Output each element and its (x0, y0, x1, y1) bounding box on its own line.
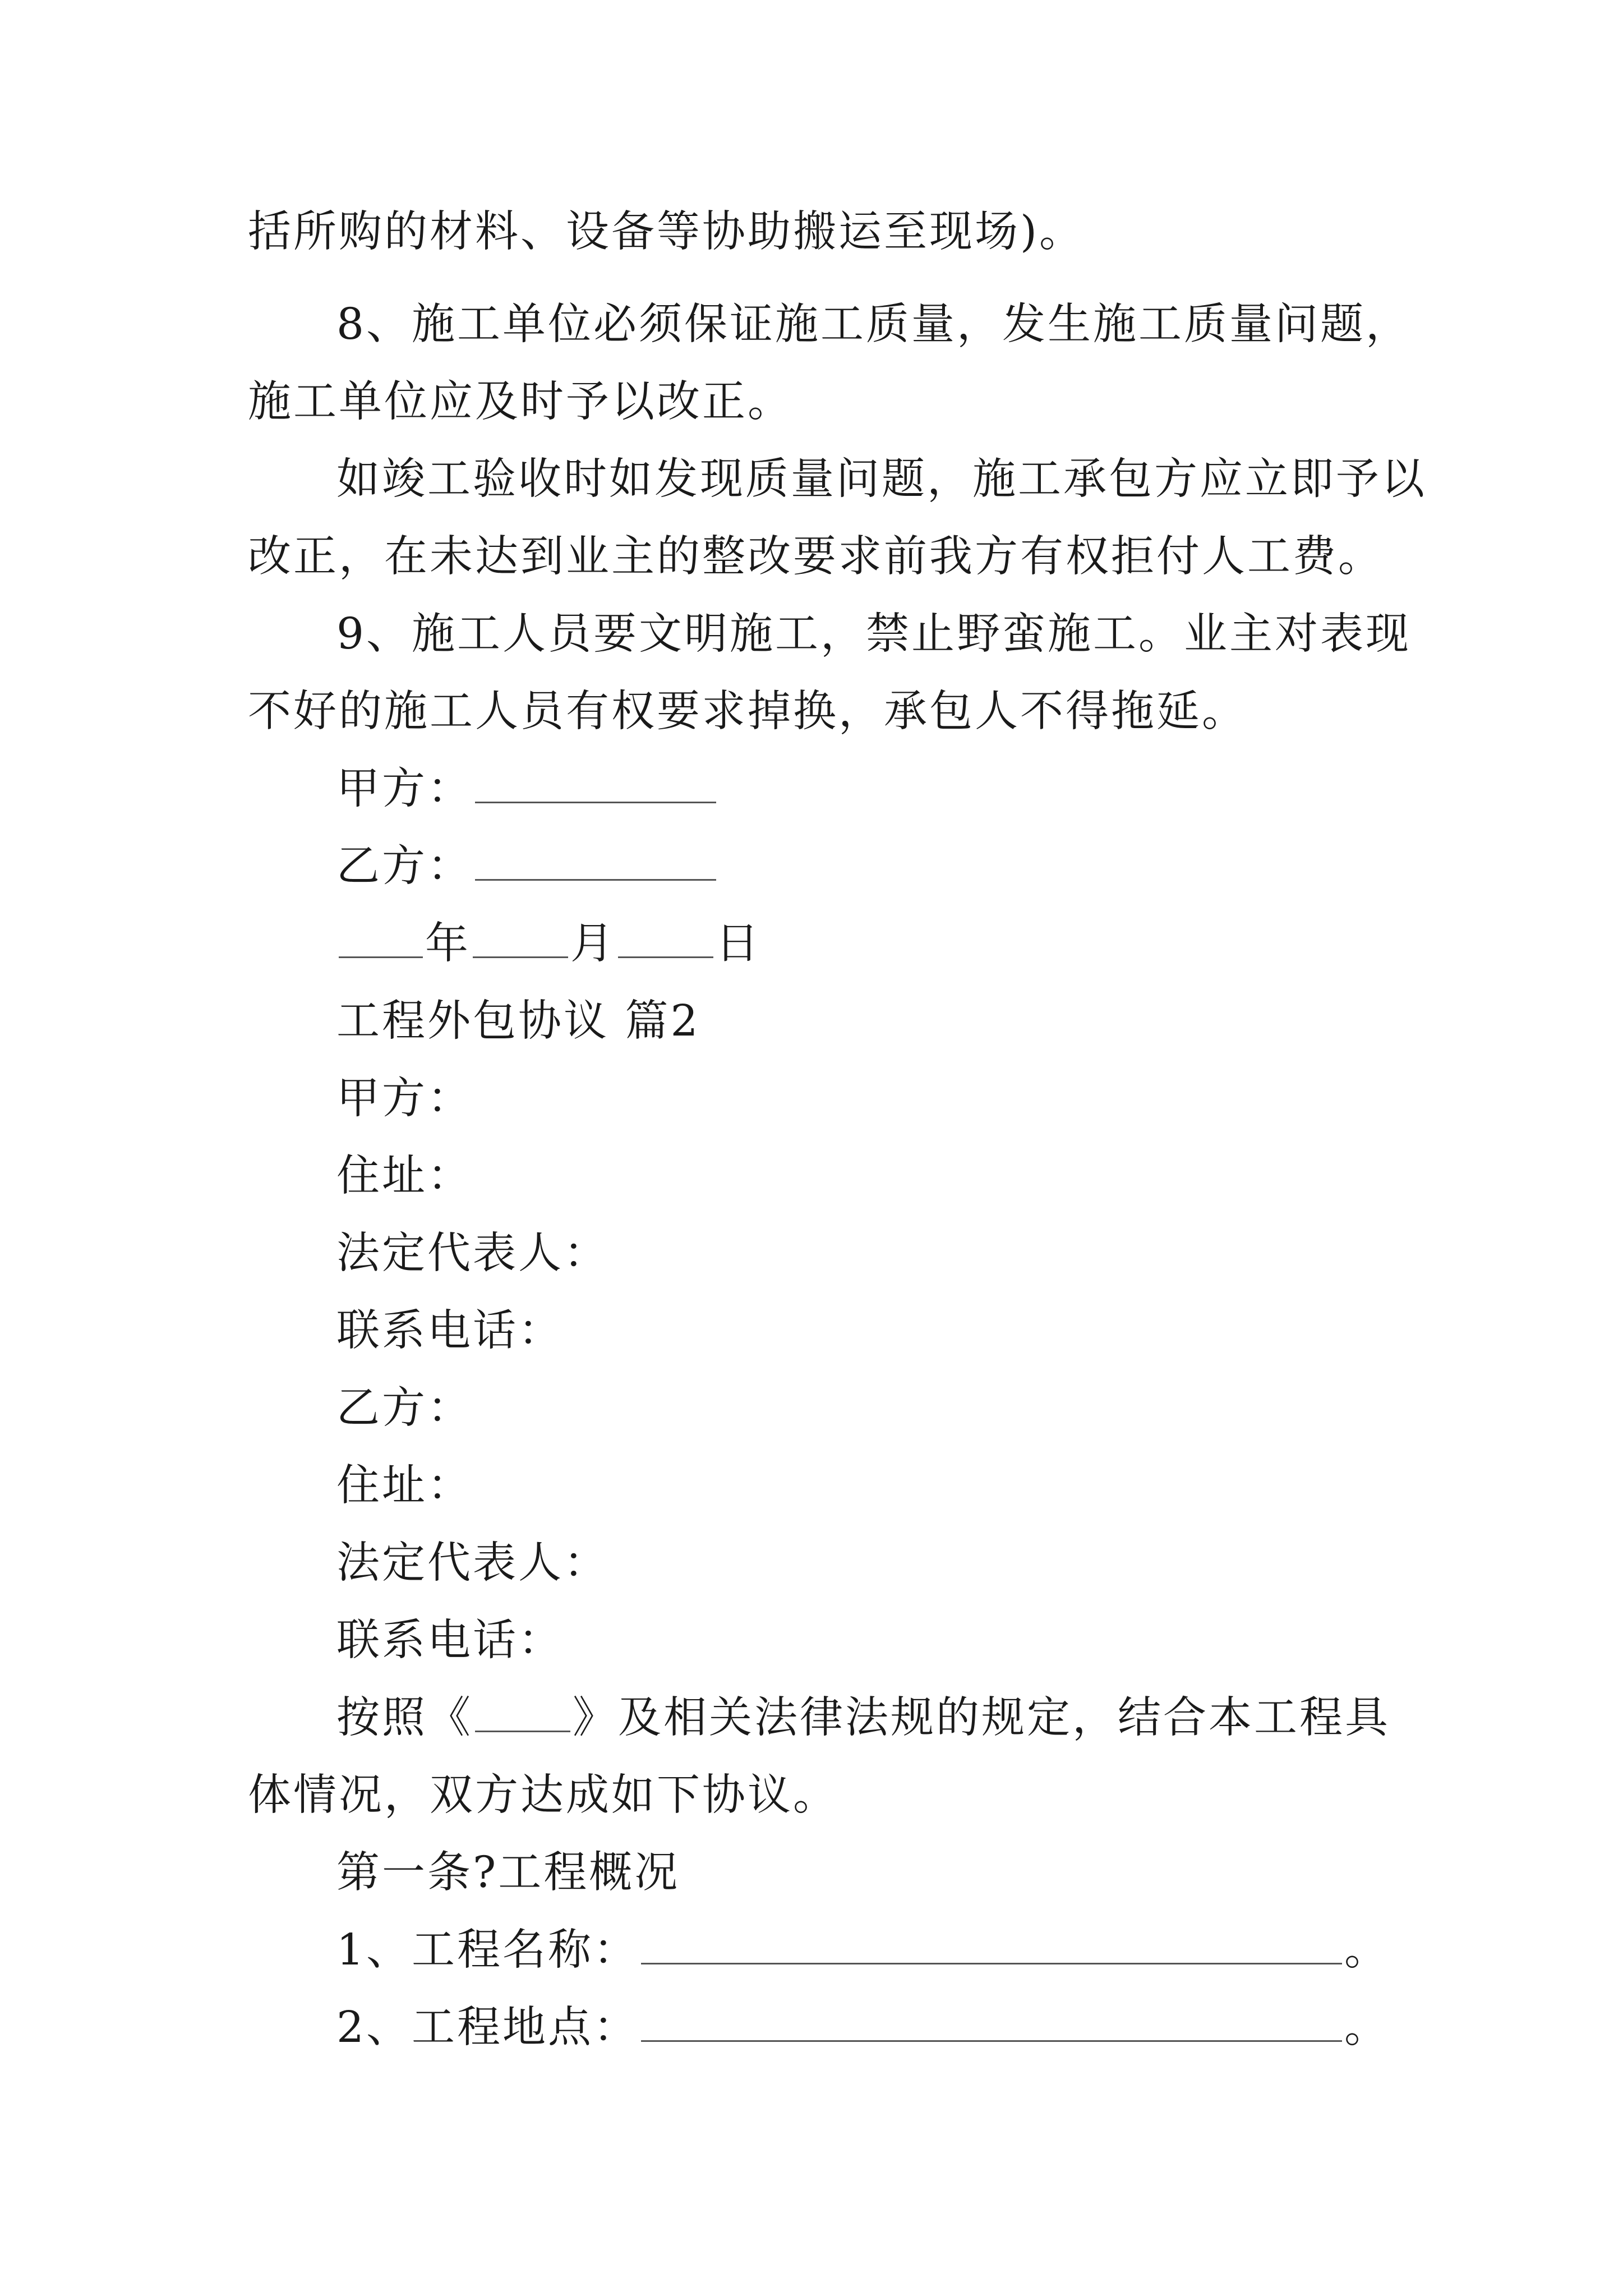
day-blank (618, 956, 713, 958)
clause-8-line-2: 施工单位应及时予以改正。 (248, 377, 793, 427)
party-a-address-field: 住址： (336, 1151, 473, 1201)
legal-basis-prefix: 按照《 (336, 1693, 473, 1743)
project-name-period: 。 (1344, 1925, 1390, 1975)
project-location-period: 。 (1344, 2003, 1390, 2053)
project-name-label: 1、工程名称： (336, 1925, 639, 1975)
party-b-label: 乙方： (336, 841, 473, 891)
clause-8-line-1: 8、施工单位必须保证施工质量，发生施工质量问题， (336, 300, 1411, 349)
legal-basis-line-2: 体情况，双方达成如下协议。 (248, 1770, 838, 1820)
party-a-signature-line (336, 751, 1486, 828)
date-line (336, 905, 1486, 983)
year-blank (339, 956, 423, 958)
paragraph-line: 括所购的材料、设备等协助搬运至现场)。 (248, 207, 1085, 257)
party-a-label: 甲方： (336, 764, 473, 814)
law-name-blank (475, 1731, 570, 1732)
party-a-phone-field: 联系电话： (336, 1306, 564, 1356)
month-label: 月 (570, 919, 616, 969)
project-location-blank (641, 2040, 1342, 2042)
clause-9-line-2: 不好的施工人员有权要求掉换，承包人不得拖延。 (248, 687, 1247, 737)
party-b-field: 乙方： (336, 1383, 473, 1433)
legal-basis-line-1 (336, 1680, 1486, 1757)
month-blank (473, 956, 568, 958)
party-b-blank (475, 879, 716, 881)
party-b-legal-representative-field: 法定代表人： (336, 1538, 609, 1588)
party-a-blank (475, 802, 716, 803)
project-name-line (336, 1912, 1486, 1989)
project-location-label: 2、工程地点： (336, 2003, 639, 2053)
clause-9-line-1: 9、施工人员要文明施工，禁止野蛮施工。业主对表现 (336, 609, 1411, 659)
party-a-field: 甲方： (336, 1074, 473, 1124)
party-b-address-field: 住址： (336, 1461, 473, 1511)
legal-basis-suffix: 》及相关法律法规的规定，结合本工程具 (573, 1693, 1390, 1743)
party-a-legal-representative-field: 法定代表人： (336, 1228, 609, 1278)
acceptance-paragraph-line-1: 如竣工验收时如发现质量问题，施工承包方应立即予以 (336, 454, 1427, 504)
section-title: 工程外包协议 篇2 (336, 996, 700, 1046)
article-1-heading: 第一条?工程概况 (336, 1848, 680, 1898)
project-name-blank (641, 1963, 1342, 1964)
acceptance-paragraph-line-2: 改正，在未达到业主的整改要求前我方有权拒付人工费。 (248, 532, 1384, 582)
day-label: 日 (716, 919, 761, 969)
party-b-phone-field: 联系电话： (336, 1616, 564, 1665)
project-location-line (336, 1989, 1486, 2067)
year-label: 年 (425, 919, 471, 969)
party-b-signature-line (336, 828, 1486, 905)
